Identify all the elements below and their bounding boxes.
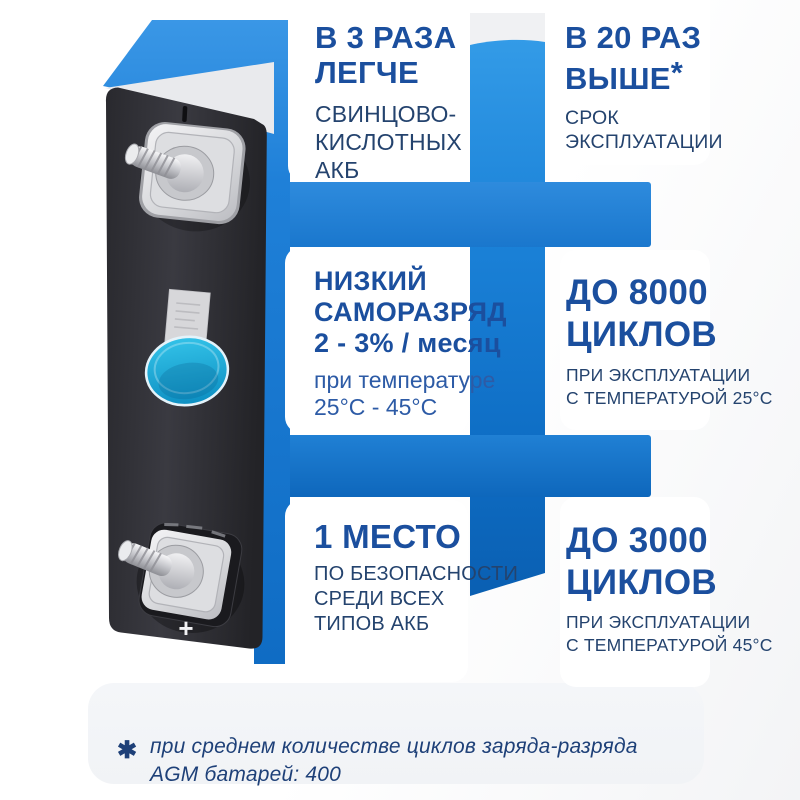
- feature-caption-line: ТИПОВ АКБ: [314, 613, 430, 635]
- feature-caption-line: С ТЕМПЕРАТУРОЙ 25°C: [566, 387, 773, 408]
- footnote-line: AGM батарей: 400: [150, 763, 342, 786]
- feature-lighter: [315, 20, 462, 184]
- feature-cycles-3000: [566, 520, 773, 656]
- feature-title-line: [565, 55, 723, 96]
- feature-title-line: В 20 РАЗ: [565, 20, 702, 55]
- feature-caption-line: ПО БЕЗОПАСНОСТИ: [314, 563, 519, 585]
- feature-safety: [314, 518, 518, 637]
- feature-caption-line: АКБ: [315, 157, 360, 183]
- feature-cycles-8000: [566, 272, 773, 409]
- feature-caption-line: ЭКСПЛУАТАЦИИ: [565, 131, 723, 153]
- positive-polarity-mark: +: [178, 613, 194, 643]
- feature-title-line: В 3 РАЗА: [315, 20, 457, 55]
- asterisk-mark: *: [670, 55, 684, 90]
- feature-title-line: ЦИКЛОВ: [566, 563, 717, 602]
- feature-title-line: САМОРАЗРЯД: [314, 297, 507, 327]
- feature-caption-line: СВИНЦОВО-: [315, 101, 457, 127]
- feature-caption-line: при температуре: [314, 367, 496, 393]
- feature-caption-line: КИСЛОТНЫХ: [315, 129, 462, 155]
- feature-caption-line: СРОК: [565, 107, 619, 129]
- feature-caption-line: 25°C - 45°C: [314, 394, 438, 420]
- feature-caption-line: СРЕДИ ВСЕХ: [314, 588, 445, 610]
- feature-caption-line: ПРИ ЭКСПЛУАТАЦИИ: [566, 612, 751, 632]
- feature-title-line: НИЗКИЙ: [314, 266, 427, 296]
- plus-symbol-lower-arm: [252, 435, 651, 497]
- feature-title-line: ДО 3000: [566, 521, 708, 560]
- feature-title-line: ЦИКЛОВ: [566, 315, 717, 354]
- negative-polarity-mark: [182, 106, 187, 122]
- footnote: [150, 733, 638, 789]
- battery-cell: [103, 20, 290, 664]
- feature-title-line: 1 МЕСТО: [314, 518, 462, 555]
- feature-title-line: ДО 8000: [566, 273, 708, 312]
- feature-title-line: 2 - 3% / месяц: [314, 328, 501, 358]
- feature-caption-line: С ТЕМПЕРАТУРОЙ 45°C: [566, 634, 773, 655]
- feature-caption-line: ПРИ ЭКСПЛУАТАЦИИ: [566, 365, 751, 385]
- feature-lifespan: [565, 20, 723, 154]
- footnote-line: при среднем количестве циклов заряда-разряда: [150, 735, 638, 758]
- feature-self-discharge: [314, 266, 507, 421]
- feature-title-text: ВЫШЕ: [565, 61, 671, 96]
- feature-title-line: ЛЕГЧЕ: [315, 55, 419, 90]
- footnote-asterisk-icon: ✱: [117, 737, 138, 764]
- plus-symbol-upper-arm: [252, 182, 651, 247]
